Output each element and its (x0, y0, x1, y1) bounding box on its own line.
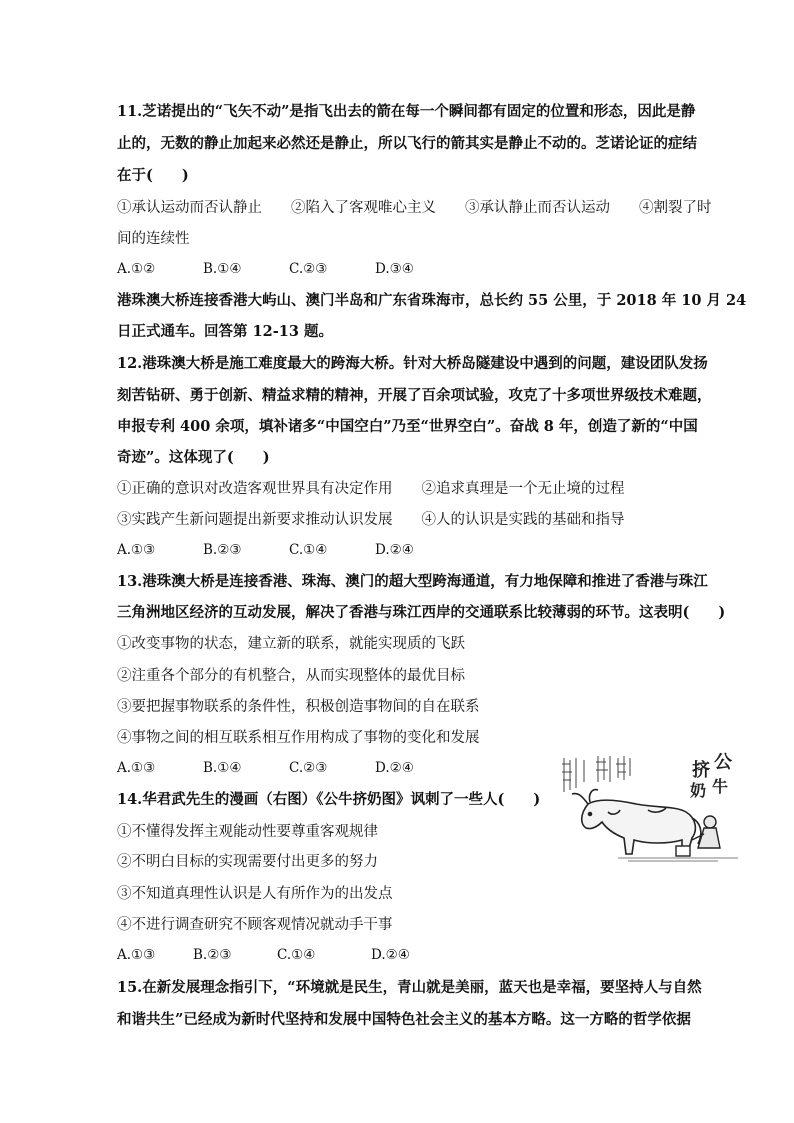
q12-statements-2: ③实践产生新问题提出新要求推动认识发展 ④人的认识是实践的基础和指导 (117, 512, 625, 528)
q13-options (117, 760, 414, 776)
q13-stem-line2: 三角洲地区经济的互动发展，解决了香港与珠江西岸的交通联系比较薄弱的环节。这表明( ) (117, 604, 726, 621)
q11-stem-line3: 在于( ) (117, 167, 189, 184)
q14-option-d[interactable]: D.②④ (371, 947, 410, 963)
q11-statements: ①承认运动而否认静止 ②陷入了客观唯心主义 ③承认静止而否认运动 ④割裂了时 (117, 200, 712, 216)
q12-stem-line2: 刻苦钻研、勇于创新、精益求精的精神，开展了百余项试验，攻克了十多项世界级技术难题， (117, 387, 712, 404)
q12-option-d[interactable]: D.②④ (375, 542, 414, 558)
q11-options (117, 261, 414, 277)
q12-option-b[interactable]: B.②③ (203, 542, 242, 558)
cartoon-title-char-4: 牛 (712, 777, 729, 796)
q12-stem-line1: 12.港珠澳大桥是施工难度最大的跨海大桥。针对大桥岛隧建设中遇到的问题，建设团队发扬 (117, 355, 708, 372)
q14-statement-1: ①不懂得发挥主观能动性要尊重客观规律 (117, 824, 378, 840)
q13-stem-line1: 13.港珠澳大桥是连接香港、珠海、澳门的超大型跨海通道，有力地保障和推进了香港与珠江 (117, 573, 708, 590)
cartoon-title-char-1: 挤 (692, 760, 710, 781)
cartoon-title-char-2: 公 (714, 752, 732, 773)
cartoon-title (690, 752, 732, 800)
q12-stem-line4: 奇迹”。这体现了( ) (117, 449, 270, 466)
q14-option-c[interactable]: C.①④ (277, 947, 316, 963)
q13-statement-1: ①改变事物的状态，建立新的联系，就能实现质的飞跃 (117, 636, 465, 652)
q14-statement-2: ②不明白目标的实现需要付出更多的努力 (117, 854, 378, 870)
q14-statement-3: ③不知道真理性认识是人有所作为的出发点 (117, 886, 393, 902)
q15-stem-line1: 15.在新发展理念指引下，“环境就是民生，青山就是美丽，蓝天也是幸福，要坚持人与自然 (117, 979, 702, 996)
q13-statement-4: ④事物之间的相互联系相互作用构成了事物的变化和发展 (117, 730, 480, 746)
q11-stem-line2: 止的，无数的静止加起来必然还是静止，所以飞行的箭其实是静止不动的。芝诺论证的症结 (117, 135, 697, 152)
cartoon-inscription (562, 756, 630, 792)
q13-statement-3: ③要把握事物联系的条件性，积极创造事物间的自在联系 (117, 699, 480, 715)
q11-option-d[interactable]: D.③④ (375, 261, 414, 277)
q11-option-b[interactable]: B.①④ (203, 261, 242, 277)
q14-statement-4: ④不进行调查研究不顾客观情况就动手干事 (117, 917, 393, 933)
q15-stem-line2: 和谐共生”已经成为新时代坚持和发展中国特色社会主义的基本方略。这一方略的哲学依据 (117, 1011, 691, 1028)
bull-milking-cartoon (558, 752, 746, 864)
q11-option-c[interactable]: C.②③ (289, 261, 328, 277)
q12-option-c[interactable]: C.①④ (289, 542, 328, 558)
q13-option-c[interactable]: C.②③ (289, 760, 328, 776)
cartoon-title-char-3: 奶 (690, 781, 707, 800)
q14-option-a[interactable]: A.①③ (117, 947, 156, 963)
q11-stem-line1: 11.芝诺提出的“飞矢不动”是指飞出去的箭在每一个瞬间都有固定的位置和形态，因此是静 (117, 103, 696, 120)
intro-line2: 日正式通车。回答第 12-13 题。 (117, 323, 333, 340)
q13-option-a[interactable]: A.①③ (117, 760, 156, 776)
q11-statements-cont: 间的连续性 (117, 231, 190, 247)
q14-stem-line1: 14.华君武先生的漫画（右图）《公牛挤奶图》讽刺了一些人( ) (117, 791, 541, 808)
bull-figure (572, 790, 701, 854)
q13-option-b[interactable]: B.①④ (203, 760, 242, 776)
intro-line1: 港珠澳大桥连接香港大屿山、澳门半岛和广东省珠海市，总长约 55 公里，于 2018 年 10 月 24 (117, 292, 747, 309)
q14-options (117, 947, 410, 963)
q12-statements-1: ①正确的意识对改造客观世界具有决定作用 ②追求真理是一个无止境的过程 (117, 481, 625, 497)
q12-stem-line3: 申报专利 400 余项，填补诸多“中国空白”乃至“世界空白”。奋战 8 年，创造了新的“中国 (117, 418, 698, 435)
q14-option-b[interactable]: B.②③ (193, 947, 232, 963)
q13-option-d[interactable]: D.②④ (375, 760, 414, 776)
q12-option-a[interactable]: A.①③ (117, 542, 156, 558)
q13-statement-2: ②注重各个部分的有机整合，从而实现整体的最优目标 (117, 668, 465, 684)
ground-hatching (618, 858, 738, 861)
q11-option-a[interactable]: A.①② (117, 261, 156, 277)
q12-options (117, 542, 414, 558)
